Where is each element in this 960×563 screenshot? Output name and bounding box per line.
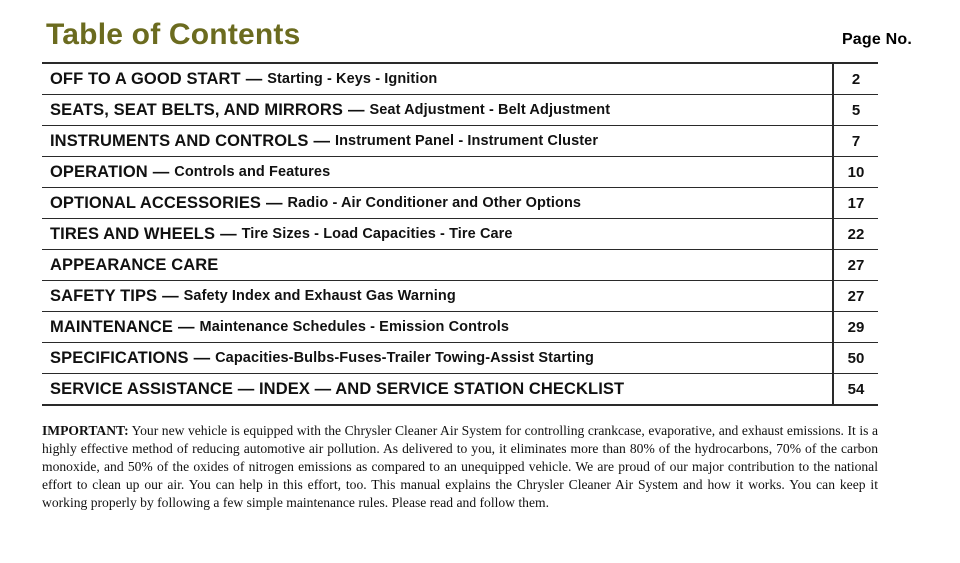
toc-entry-title: INSTRUMENTS AND CONTROLS bbox=[50, 131, 309, 150]
toc-entry-dash: — bbox=[313, 131, 330, 150]
toc-entry-subtitle: Instrument Panel - Instrument Cluster bbox=[334, 133, 599, 149]
toc-entry-title: APPEARANCE CARE bbox=[50, 255, 219, 274]
toc-page-number: 17 bbox=[832, 188, 878, 218]
toc-entry-dash: — bbox=[266, 193, 283, 212]
toc-page-number: 29 bbox=[832, 312, 878, 342]
toc-entry-title: SPECIFICATIONS bbox=[50, 348, 189, 367]
toc-entry-title: MAINTENANCE bbox=[50, 317, 174, 336]
page-header bbox=[42, 18, 918, 52]
page-number-column-header: Page No. bbox=[841, 31, 912, 48]
toc-entry-title: SAFETY TIPS bbox=[50, 286, 158, 305]
table-row[interactable] bbox=[42, 250, 878, 281]
table-row[interactable] bbox=[42, 312, 878, 343]
table-row[interactable] bbox=[42, 374, 878, 404]
toc-entry-subtitle: Starting - Keys - Ignition bbox=[267, 71, 438, 87]
important-notice-label: IMPORTANT: bbox=[42, 423, 129, 438]
toc-entry-title: SEATS, SEAT BELTS, AND MIRRORS bbox=[50, 100, 343, 119]
toc-entry-title: OPTIONAL ACCESSORIES bbox=[50, 193, 262, 212]
table-row[interactable] bbox=[42, 64, 878, 95]
table-row[interactable] bbox=[42, 95, 878, 126]
toc-entry-subtitle: Radio - Air Conditioner and Other Options bbox=[287, 195, 582, 211]
page-title: Table of Contents bbox=[46, 18, 301, 51]
toc-page-number: 2 bbox=[832, 64, 878, 94]
table-row[interactable] bbox=[42, 281, 878, 312]
toc-page-number: 10 bbox=[832, 157, 878, 187]
toc-entry-dash: — bbox=[152, 162, 170, 181]
table-row[interactable] bbox=[42, 343, 878, 374]
toc-page-number: 50 bbox=[832, 343, 878, 373]
toc-page-number: 5 bbox=[832, 95, 878, 125]
toc-entry bbox=[42, 343, 832, 373]
toc-entry bbox=[42, 219, 832, 249]
toc-entry bbox=[42, 64, 832, 94]
table-row[interactable] bbox=[42, 219, 878, 250]
toc-entry bbox=[42, 188, 832, 218]
toc-page-number: 27 bbox=[832, 281, 878, 311]
toc-entry bbox=[42, 312, 832, 342]
toc-entry-subtitle: Controls and Features bbox=[174, 164, 331, 180]
table-row[interactable] bbox=[42, 126, 878, 157]
important-notice bbox=[42, 422, 878, 512]
toc-entry-subtitle: Capacities-Bulbs-Fuses-Trailer Towing-Assist Starting bbox=[215, 350, 594, 366]
toc-entry-subtitle: Tire Sizes - Load Capacities - Tire Care bbox=[241, 226, 513, 242]
toc-page-number: 54 bbox=[832, 374, 878, 404]
toc-entry bbox=[42, 126, 832, 156]
toc-entry-title: TIRES AND WHEELS bbox=[50, 224, 216, 243]
toc-entry bbox=[42, 374, 832, 404]
toc-entry-dash: — bbox=[162, 286, 179, 305]
table-row[interactable] bbox=[42, 188, 878, 219]
toc-entry-dash: — bbox=[220, 224, 237, 243]
toc-entry-subtitle: Maintenance Schedules - Emission Controls bbox=[199, 319, 509, 335]
toc-entry bbox=[42, 157, 832, 187]
toc-entry bbox=[42, 95, 832, 125]
toc-entry bbox=[42, 281, 832, 311]
toc-page-number: 22 bbox=[832, 219, 878, 249]
table-row[interactable] bbox=[42, 157, 878, 188]
toc-entry bbox=[42, 250, 832, 280]
toc-entry-dash: — bbox=[178, 317, 195, 336]
toc-entry-dash: — bbox=[193, 348, 211, 367]
toc-entry-title: OPERATION bbox=[50, 162, 148, 181]
toc-entry-title: SERVICE ASSISTANCE — INDEX — AND SERVICE STATION CHECKLIST bbox=[50, 379, 625, 398]
toc-entry-subtitle: Safety Index and Exhaust Gas Warning bbox=[183, 288, 456, 304]
toc-entry-dash: — bbox=[245, 69, 263, 88]
toc-entry-subtitle: Seat Adjustment - Belt Adjustment bbox=[369, 102, 611, 118]
important-notice-text: Your new vehicle is equipped with the Chrysler Cleaner Air System for controlling crankcase, evaporative, and exhaust emissions. It is a highly effective method of reducing automotive air pollution. As delivered to you, it eliminates more than 80% of the hydrocarbons, 70% of the carbon monoxide, and 50% of the oxides of nitrogen emissions as compared to an unequipped vehicle. We are proud of our major contribution to the national effort to clean up our air. You can help in this effort, too. This manual explains the Chrysler Cleaner Air System and how it works. You can keep it working properly by following a few simple maintenance rules. Please read and follow them. bbox=[42, 423, 878, 511]
toc-entry-dash: — bbox=[347, 100, 365, 119]
table-of-contents bbox=[42, 62, 878, 406]
toc-page-number: 7 bbox=[832, 126, 878, 156]
toc-page-number: 27 bbox=[832, 250, 878, 280]
toc-entry-title: OFF TO A GOOD START bbox=[50, 69, 241, 88]
